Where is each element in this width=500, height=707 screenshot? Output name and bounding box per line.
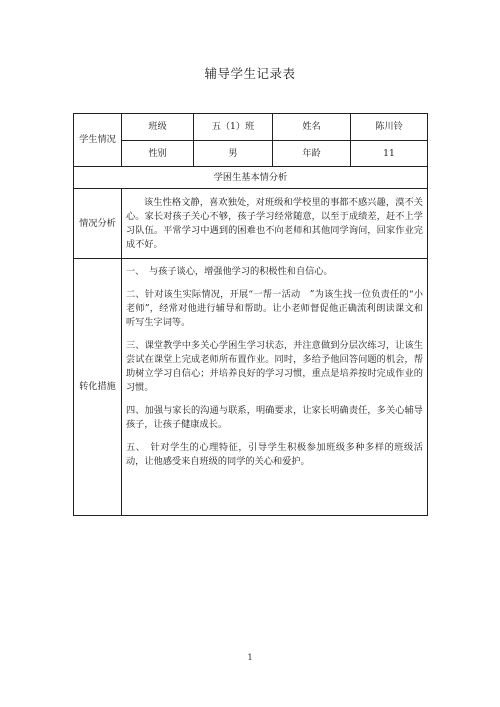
student-info-label: 学生情况 [74, 114, 122, 167]
measures-list [122, 259, 427, 469]
measure-item-4: 四、加强与家长的沟通与联系，明确要求，让家长明确责任，多关心辅导孩子，让孩子健康成长。 [126, 405, 423, 430]
gender-label: 性别 [122, 141, 194, 167]
measure-item-5: 五、 针对学生的心理特征，引导学生积极参加班级多种多样的班级活动，让他感受来自班级的同学的关心和爱护。 [126, 442, 423, 467]
table-row [74, 189, 428, 259]
section-heading: 学困生基本情分析 [74, 167, 428, 189]
situation-analysis-label: 情况分析 [74, 189, 122, 259]
gender-value: 男 [194, 141, 273, 167]
age-label: 年龄 [273, 141, 351, 167]
measures-cell [122, 259, 428, 516]
measure-item-2: 二、针对该生实际情况，开展“一帮一活动 ”为该生找一位负责任的“小老师”，经常对他进行辅导和帮助。让小老师督促他正确流利朗读课文和听写生字词等。 [126, 289, 423, 328]
class-label: 班级 [122, 114, 194, 141]
table-row [74, 259, 428, 516]
table-row [74, 141, 428, 167]
measure-item-3: 三、课堂教学中多关心学困生学习状态，并注意做到分层次练习，让该生尝试在课堂上完成老师所布置作业。同时，多给予他回答问题的机会，帮助树立学习自信心；并培养良好的学习习惯，重点是培养按时完成作业的习惯。 [126, 340, 423, 393]
measures-label: 转化措施 [74, 259, 122, 516]
student-record-table [73, 113, 428, 516]
page-title: 辅导学生记录表 [204, 66, 296, 81]
measure-item-1: 一、 与孩子谈心，增强他学习的积极性和自信心。 [126, 266, 333, 277]
page-number: 1 [247, 653, 253, 662]
name-label: 姓名 [273, 114, 351, 141]
situation-analysis-text: 该生性格文静，喜欢独处，对班级和学校里的事都不感兴趣，漠不关心。家长对孩子关心不够，孩子学习经常随意，以至于成绩差，赶不上学习队伍。平常学习中遇到的困难也不向老师和其他同学询问，回家作业完成不好。 [126, 196, 423, 250]
situation-analysis-cell [122, 189, 428, 259]
name-value: 陈川铃 [351, 114, 428, 141]
table-row [74, 167, 428, 189]
class-value: 五（1）班 [194, 114, 273, 141]
age-value: 11 [351, 141, 428, 167]
table-row [74, 114, 428, 141]
